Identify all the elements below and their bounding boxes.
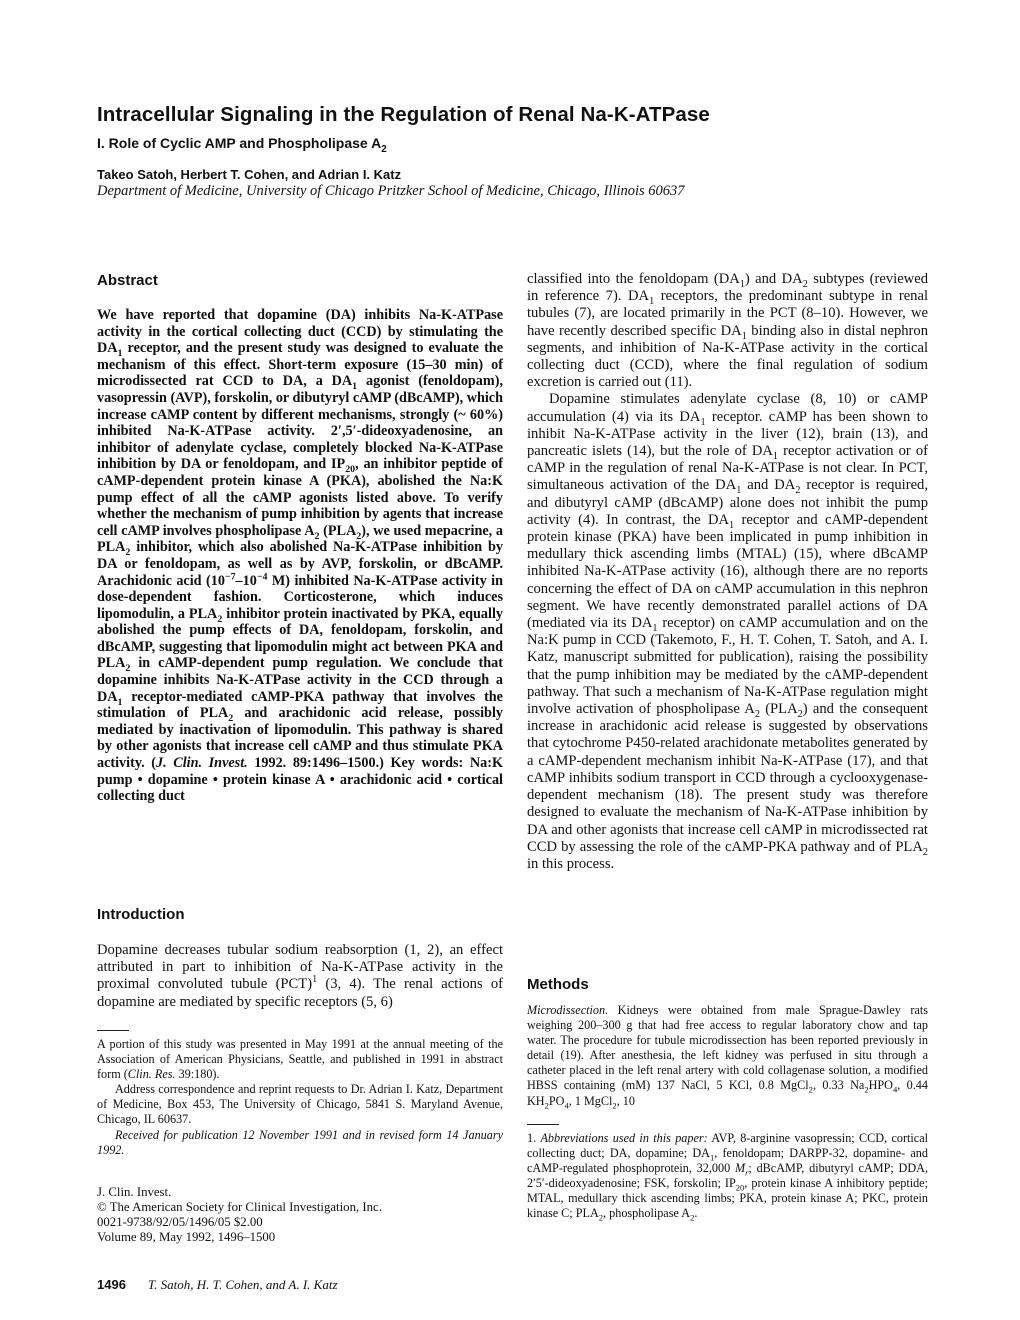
presentation-note: A portion of this study was presented in May 1991 at the annual meeting of the Association of American Physicians, Seattle, and published in 1991 in abstract form (Clin. Res. 39:180). bbox=[97, 1037, 503, 1082]
methods-microdissection-paragraph: Microdissection. Kidneys were obtained from male Sprague-Dawley rats weighing 200–300 g that had free access to regular laboratory chow and tap water. The procedure for tubule microdissection has been reported previously in detail (19). After anesthesia, the left kidney was perfused in situ through a catheter placed in the left renal artery with cold collagenase solution, a modified HBSS containing (mM) 137 NaCl, 5 KCl, 0.8 MgCl$_2$, 0.33 $Na_2HPO_4$, 0.44 $KH_2PO_4$, 1 MgCl$_2$, 10 bbox=[527, 1003, 928, 1110]
article-subtitle bbox=[97, 135, 387, 155]
page-footer bbox=[97, 1277, 338, 1293]
right-column-text bbox=[527, 271, 928, 873]
subtitle-subscript: 2 bbox=[381, 143, 387, 155]
footnote-divider bbox=[97, 1030, 129, 1031]
author-affiliation: Department of Medicine, University of Chicago Pritzker School of Medicine, Chicago, Illinois 60637 bbox=[97, 183, 685, 199]
article-title: Intracellular Signaling in the Regulation of Renal Na-K-ATPase bbox=[97, 103, 710, 126]
journal-issn: 0021-9738/92/05/1496/05 $2.00 bbox=[97, 1215, 263, 1230]
footnotes-left bbox=[97, 1037, 503, 1158]
methods-heading: Methods bbox=[527, 976, 589, 993]
abstract-heading: Abstract bbox=[97, 272, 158, 289]
intro-paragraph-continued: classified into the fenoldopam $(DA_1)$ and $DA_2$ subtypes (reviewed in reference 7). $DA_1$ receptors, the predominant subtype in renal tubules (7), are located primarily in the PCT (8–10). However, we have recently described specific $DA_1$ binding also in distal nephron segments, and inhibition of Na-K-ATPase activity in the cortical collecting duct (CCD), where the final regulation of sodium excretion is carried out (11). bbox=[527, 271, 928, 391]
running-authors: T. Satoh, H. T. Cohen, and A. I. Katz bbox=[147, 1277, 338, 1292]
journal-name: J. Clin. Invest. bbox=[97, 1185, 172, 1199]
introduction-paragraph: Dopamine decreases tubular sodium reabsorption (1, 2), an effect attributed in part to inhibition of Na-K-ATPase activity in the proximal convoluted tubule (PCT)$^1$ (3, 4). The renal actions of dopamine are mediated by specific receptors (5, 6) bbox=[97, 942, 503, 1010]
intro-paragraph-2: Dopamine stimulates adenylate cyclase (8, 10) or cAMP accumulation (4) via its $DA_1$ receptor. cAMP has been shown to inhibit Na-K-ATPase activity in the liver (12), brain (13), and pancreatic islets (14), but the role of $DA_1$ receptor activation or of cAMP in the regulation of renal Na-K-ATPase is not clear. In PCT, simultaneous activation of the $DA_1$ and $DA_2$ receptor is required, and dibutyryl cAMP (dBcAMP) alone does not inhibit the pump activity (4). In contrast, the $DA_1$ receptor and cAMP-dependent protein kinase (PKA) have been implicated in pump inhibition in medullary thick ascending limbs (MTAL) (15), where dBcAMP inhibited Na-K-ATPase activity (16), although there are no reports concerning the effect of DA on cAMP accumulation in this nephron segment. We have recently demonstrated parallel actions of DA (mediated via its $DA_1$ receptor) on cAMP accumulation and on the Na:K pump in CCD (Takemoto, F., H. T. Cohen, T. Satoh, and A. I. Katz, manuscript submitted for publication), raising the possibility that the pump inhibition may be mediated by the cAMP-dependent pathway. That such a mechanism of Na-K-ATPase regulation might involve activation of phospholipase $A_2$ $(PLA_2)$ and the consequent increase in arachidonic acid release is suggested by observations that cytochrome P450-related arachidonate metabolites generated by a cAMP-dependent mechanism inhibit Na-K-ATPase (17), and that cAMP inhibits sodium transport in CCD through a cyclooxygenase-dependent mechanism (18). The present study was therefore designed to evaluate the mechanism of Na-K-ATPase inhibition by DA and other agonists that increase cell cAMP in microdissected rat CCD by assessing the role of the cAMP-PKA pathway and of $PLA_2$ in this process. bbox=[527, 391, 929, 872]
footnote-divider-right bbox=[527, 1124, 559, 1125]
abbreviations-footnote: 1. Abbreviations used in this paper: AVP, 8-arginine vasopressin; CCD, cortical collecting duct; DA, dopamine; $DA_1$, fenoldopam; DARPP-32, dopamine- and cAMP-regulated phosphoprotein, 32,000 $M_r$; dBcAMP, dibutyryl cAMP; DDA, 2′5′-dideoxyadenosine; FSK, forskolin; $IP_{20}$, protein kinase A inhibitory peptide; MTAL, medullary thick ascending limbs; PKA, protein kinase A; PKC, protein kinase C; $PLA_2$, phospholipase $A_2$. bbox=[527, 1131, 928, 1223]
correspondence-note: Address correspondence and reprint requests to Dr. Adrian I. Katz, Department of Medicine, Box 453, The University of Chicago, 5841 S. Maryland Avenue, Chicago, IL 60637. bbox=[97, 1082, 503, 1127]
author-list: Takeo Satoh, Herbert T. Cohen, and Adrian I. Katz bbox=[97, 167, 402, 182]
page-number: 1496 bbox=[97, 1277, 126, 1292]
subtitle-text: I. Role of Cyclic AMP and Phospholipase A bbox=[97, 135, 382, 151]
introduction-heading: Introduction bbox=[97, 906, 185, 923]
journal-volume: Volume 89, May 1992, 1496–1500 bbox=[97, 1230, 276, 1245]
abstract-body: We have reported that dopamine (DA) inhibits Na-K-ATPase activity in the cortical collecting duct (CCD) by stimulating the $DA_1$ receptor, and the present study was designed to evaluate the mechanism of this effect. Short-term exposure (15–30 min) of microdissected rat CCD to DA, a $DA_1$ agonist (fenoldopam), vasopressin (AVP), forskolin, or dibutyryl cAMP (dBcAMP), which increase cAMP content by different mechanisms, strongly (~ 60%) inhibited Na-K-ATPase activity. 2′,5′-dideoxyadenosine, an inhibitor of adenylate cyclase, completely blocked Na-K-ATPase inhibition by DA or fenoldopam, and $IP_{20}$, an inhibitor peptide of cAMP-dependent protein kinase A (PKA), abolished the Na:K pump effect of all the cAMP agonists listed above. To verify whether the mechanism of pump inhibition by agents that increase cell cAMP involves phospholipase $A_2$ $(PLA_2)$, we used mepacrine, a $PLA_2$ inhibitor, which also abolished Na-K-ATPase inhibition by DA or fenoldopam, as well as by AVP, forskolin, or dBcAMP. Arachidonic acid ($10^{-7}-10^{-4}$ M) inhibited Na-K-ATPase activity in dose-dependent fashion. Corticosterone, which induces lipomodulin, a $PLA_2$ inhibitor protein inactivated by PKA, equally abolished the pump effects of DA, fenoldopam, forskolin, and dBcAMP, suggesting that lipomodulin might act between PKA and $PLA_2$ in cAMP-dependent pump regulation. We conclude that dopamine inhibits Na-K-ATPase activity in the CCD through a $DA_1$ receptor-mediated cAMP-PKA pathway that involves the stimulation of $PLA_2$ and arachidonic acid release, possibly mediated by inactivation of lipomodulin. This pathway is shared by other agonists that increase cell cAMP and thus stimulate PKA activity. (J. Clin. Invest. 1992. 89:1496–1500.) Key words: Na:K pump • dopamine • protein kinase A • arachidonic acid • cortical collecting duct bbox=[97, 307, 504, 805]
received-note: Received for publication 12 November 1991 and in revised form 14 January 1992. bbox=[97, 1127, 503, 1157]
journal-copyright: © The American Society for Clinical Investigation, Inc. bbox=[97, 1200, 382, 1215]
journal-info bbox=[97, 1185, 503, 1245]
